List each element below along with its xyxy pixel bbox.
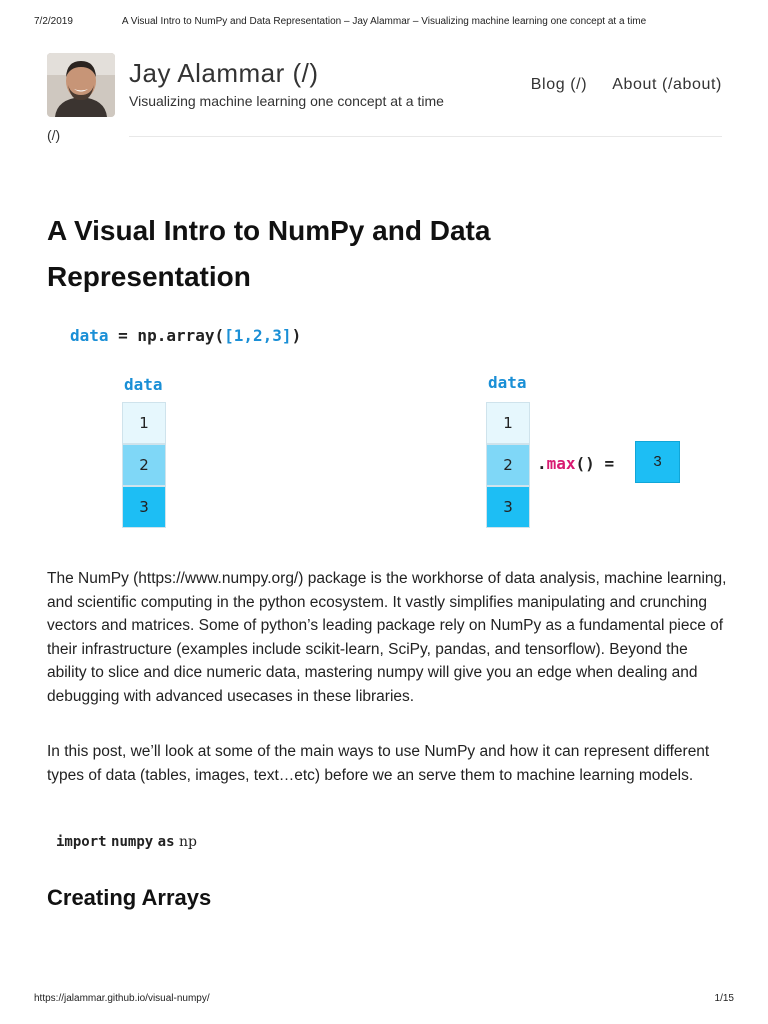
print-url: https://jalammar.github.io/visual-numpy/ (34, 993, 210, 1004)
code-list: [1,2,3] (224, 326, 292, 345)
print-header (34, 16, 734, 30)
print-page-title: A Visual Intro to NumPy and Data Representation – Jay Alammar – Visualizing machine learning one concept at a time (121, 16, 647, 27)
post-title: A Visual Intro to NumPy and Data Representation (47, 215, 491, 292)
intro-paragraph: The NumPy (https://www.numpy.org/) package is the workhorse of data analysis, machine learning, and scientific computing in the python ecosystem. It vastly simplifies manipulating and crunching vectors and matrices. Some of python’s leading package rely on NumPy as a fundamental piece of their infrastructure (examples include scikit-learn, SciPy, pandas, and tensorflow). Beyond the ability to slice and dice numeric data, mastering numpy will give you an edge when dealing and debugging with advanced usecases in these libraries. (47, 570, 727, 705)
print-footer (34, 993, 734, 1007)
import-keyword: import (56, 834, 107, 850)
import-code-line (56, 834, 197, 850)
main-nav (511, 76, 722, 94)
left-array-cell: 1 (122, 402, 166, 444)
site-link-tail[interactable]: (/) (47, 127, 61, 143)
right-array-cell: 2 (486, 444, 530, 486)
author-avatar[interactable] (47, 53, 115, 117)
section-heading-creating-arrays: Creating Arrays (47, 885, 212, 910)
array-code-line (70, 326, 301, 345)
overview-paragraph: In this post, we’ll look at some of the main ways to use NumPy and how it can represent different types of data (tables, images, text…etc) before we an serve them to machine learning models. (47, 743, 710, 784)
left-array-cell: 3 (122, 486, 166, 528)
site-tagline: Visualizing machine learning one concept at a time (129, 93, 444, 109)
left-array-cell: 2 (122, 444, 166, 486)
right-array-label: data (488, 373, 527, 392)
avatar-portrait-icon (47, 53, 115, 117)
print-page-number: 1/15 (714, 993, 734, 1004)
nav-blog-link[interactable]: Blog (/) (530, 76, 588, 93)
max-operation (537, 454, 614, 473)
site-title-link[interactable]: Jay Alammar (/) (129, 58, 319, 88)
nav-about-link[interactable]: About (/about) (612, 76, 722, 93)
import-alias: np (178, 834, 197, 850)
print-date: 7/2/2019 (34, 16, 73, 27)
max-dot: . (537, 454, 547, 473)
right-array-cell: 1 (486, 402, 530, 444)
code-mid: = np.array( (108, 326, 225, 345)
import-module: numpy (111, 834, 154, 850)
code-end: ) (291, 326, 302, 345)
max-call: () = (575, 454, 615, 473)
header-divider (129, 136, 722, 137)
max-result-box: 3 (635, 441, 680, 483)
code-var: data (70, 326, 109, 345)
max-function-name: max (546, 454, 576, 473)
as-keyword: as (157, 834, 175, 850)
left-array-label: data (124, 375, 163, 394)
right-array-cell: 3 (486, 486, 530, 528)
